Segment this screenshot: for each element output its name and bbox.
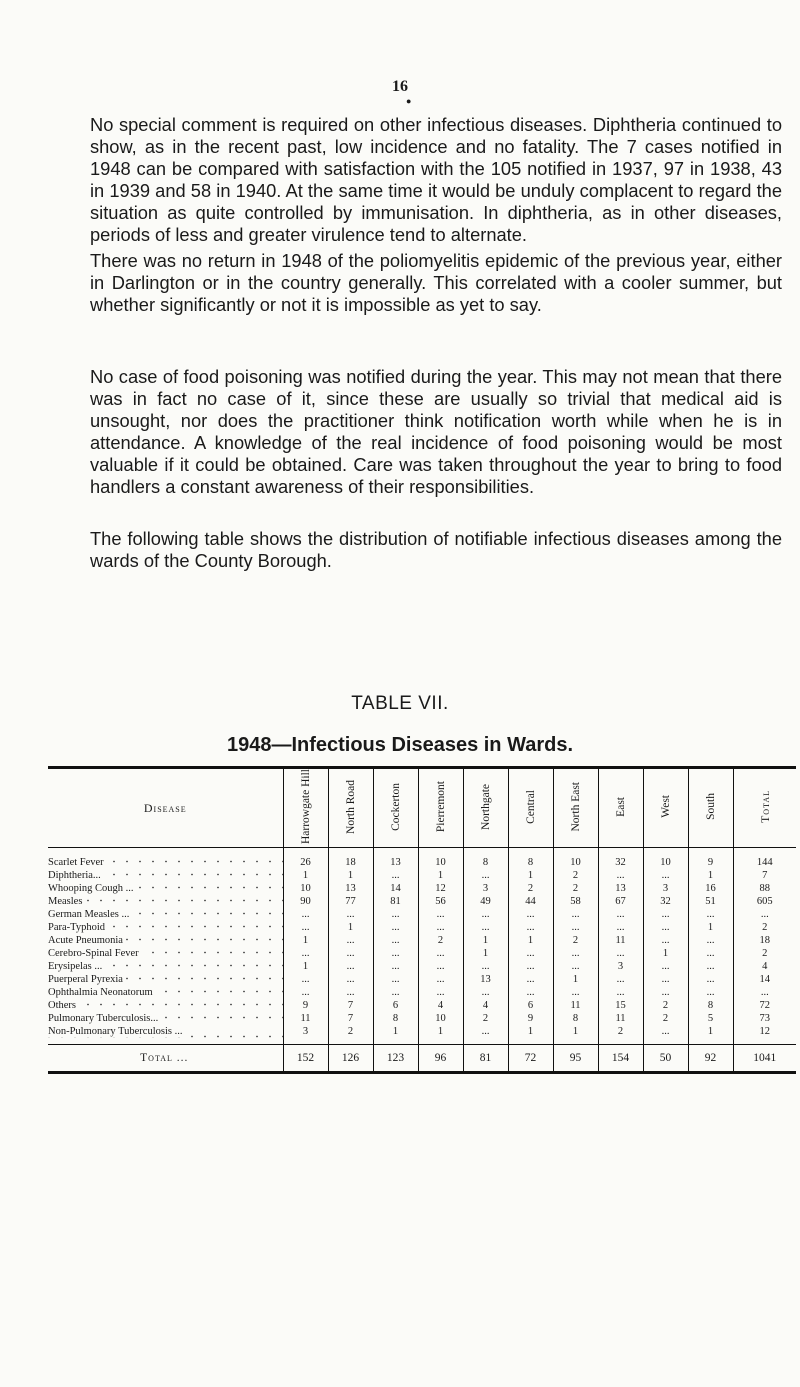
column-header-total: Total: [733, 768, 796, 848]
disease-name-cell: [48, 882, 283, 895]
table-row: [48, 921, 796, 934]
value-cell: ...: [328, 986, 373, 999]
table-row: [48, 999, 796, 1012]
value-cell: ...: [688, 986, 733, 999]
value-cell: 10: [643, 848, 688, 870]
total-label-cell: [48, 1045, 283, 1073]
disease-name: Non-Pulmonary Tuberculosis ...: [48, 1026, 185, 1037]
disease-name: Para-Typhoid: [48, 922, 108, 933]
disease-name-cell: [48, 908, 283, 921]
value-cell: ...: [373, 869, 418, 882]
disease-name: Cerebro-Spinal Fever: [48, 948, 142, 959]
table-row: [48, 986, 796, 999]
column-header: North Road: [328, 768, 373, 848]
row-total-cell: 2: [733, 921, 796, 934]
value-cell: ...: [508, 921, 553, 934]
value-cell: 8: [508, 848, 553, 870]
value-cell: 10: [553, 848, 598, 870]
value-cell: ...: [553, 960, 598, 973]
value-cell: 9: [283, 999, 328, 1012]
total-label: Total ...: [140, 1052, 189, 1065]
table-row: [48, 947, 796, 960]
row-total-cell: 73: [733, 1012, 796, 1025]
value-cell: ...: [553, 947, 598, 960]
row-total-cell: ...: [733, 908, 796, 921]
disease-name-cell: [48, 848, 283, 870]
print-mark: ●: [406, 96, 412, 106]
column-header: Cockerton: [373, 768, 418, 848]
value-cell: 8: [373, 1012, 418, 1025]
value-cell: 8: [463, 848, 508, 870]
value-cell: 1: [283, 869, 328, 882]
value-cell: 1: [463, 947, 508, 960]
total-value-cell: 1041: [733, 1045, 796, 1073]
value-cell: 1: [553, 1025, 598, 1045]
value-cell: ...: [373, 908, 418, 921]
value-cell: 2: [553, 934, 598, 947]
value-cell: 1: [643, 947, 688, 960]
value-cell: ...: [328, 908, 373, 921]
total-value-cell: 154: [598, 1045, 643, 1073]
value-cell: 1: [688, 921, 733, 934]
value-cell: ...: [688, 973, 733, 986]
value-cell: ...: [418, 908, 463, 921]
value-cell: ...: [373, 973, 418, 986]
value-cell: ...: [508, 986, 553, 999]
value-cell: ...: [283, 986, 328, 999]
disease-name: Puerperal Pyrexia: [48, 974, 126, 985]
value-cell: 2: [463, 1012, 508, 1025]
value-cell: 13: [328, 882, 373, 895]
value-cell: 67: [598, 895, 643, 908]
disease-name: German Measles ...: [48, 909, 132, 920]
row-total-cell: 12: [733, 1025, 796, 1045]
value-cell: 13: [463, 973, 508, 986]
column-header: East: [598, 768, 643, 848]
disease-name: Diphtheria...: [48, 870, 104, 881]
value-cell: 11: [553, 999, 598, 1012]
value-cell: ...: [688, 934, 733, 947]
value-cell: 10: [418, 1012, 463, 1025]
value-cell: ...: [643, 921, 688, 934]
table-row: [48, 960, 796, 973]
table-row: [48, 882, 796, 895]
value-cell: ...: [463, 869, 508, 882]
column-header: Northgate: [463, 768, 508, 848]
value-cell: 1: [283, 934, 328, 947]
row-total-cell: 14: [733, 973, 796, 986]
value-cell: ...: [598, 908, 643, 921]
value-cell: ...: [688, 908, 733, 921]
value-cell: 32: [598, 848, 643, 870]
paragraph-table-intro: The following table shows the distribution of notifiable infectious diseases among the wards of the County Borough.: [90, 528, 782, 571]
value-cell: 10: [418, 848, 463, 870]
value-cell: ...: [283, 921, 328, 934]
page-number: 16: [392, 78, 408, 95]
value-cell: ...: [373, 934, 418, 947]
value-cell: ...: [553, 908, 598, 921]
value-cell: 44: [508, 895, 553, 908]
value-cell: ...: [508, 908, 553, 921]
total-value-cell: 72: [508, 1045, 553, 1073]
column-header: Harrowgate Hill: [283, 768, 328, 848]
value-cell: ...: [688, 947, 733, 960]
value-cell: 1: [688, 869, 733, 882]
disease-name-cell: [48, 895, 283, 908]
value-cell: 11: [283, 1012, 328, 1025]
disease-name: Whooping Cough ...: [48, 883, 136, 894]
disease-name-cell: [48, 986, 283, 999]
value-cell: 58: [553, 895, 598, 908]
value-cell: ...: [508, 960, 553, 973]
value-cell: ...: [598, 986, 643, 999]
value-cell: 1: [418, 1025, 463, 1045]
value-cell: 4: [463, 999, 508, 1012]
value-cell: ...: [463, 986, 508, 999]
column-header: South: [688, 768, 733, 848]
value-cell: 56: [418, 895, 463, 908]
disease-name: Ophthalmia Neonatorum: [48, 987, 156, 998]
row-total-cell: 18: [733, 934, 796, 947]
paragraph-poliomyelitis: There was no return in 1948 of the poliomyelitis epidemic of the previous year, either in Darlington or in the country generally. This correlated with a cooler summer, but whether significantly or not it is impossible as yet to say.: [90, 250, 782, 315]
column-header: Pierremont: [418, 768, 463, 848]
value-cell: 2: [508, 882, 553, 895]
value-cell: 90: [283, 895, 328, 908]
value-cell: 1: [418, 869, 463, 882]
value-cell: 1: [553, 973, 598, 986]
table-header-row: [48, 768, 796, 848]
value-cell: ...: [418, 986, 463, 999]
table-row: [48, 1012, 796, 1025]
paragraph-food-poisoning: No case of food poisoning was notified during the year. This may not mean that there was in fact no case of it, since these are usually so trivial that medical aid is unsought, nor does the practitioner think notification worth while when he is in attendance. A knowledge of the real incidence of food poisoning would be most valuable if it could be obtained. Care was taken throughout the year to bring to food handlers a constant awareness of their responsibilities.: [90, 366, 782, 497]
value-cell: 15: [598, 999, 643, 1012]
disease-name: Pulmonary Tuberculosis...: [48, 1013, 161, 1024]
value-cell: ...: [373, 960, 418, 973]
value-cell: ...: [283, 973, 328, 986]
value-cell: ...: [598, 947, 643, 960]
value-cell: ...: [463, 960, 508, 973]
disease-name-cell: [48, 869, 283, 882]
total-value-cell: 126: [328, 1045, 373, 1073]
value-cell: 7: [328, 999, 373, 1012]
infectious-diseases-table: [48, 766, 796, 1074]
row-total-cell: 88: [733, 882, 796, 895]
value-cell: ...: [283, 908, 328, 921]
value-cell: 1: [508, 869, 553, 882]
value-cell: ...: [508, 947, 553, 960]
value-cell: 11: [598, 934, 643, 947]
row-total-cell: 7: [733, 869, 796, 882]
disease-name-cell: [48, 960, 283, 973]
table-subtitle: 1948—Infectious Diseases in Wards.: [226, 734, 574, 756]
value-cell: ...: [643, 1025, 688, 1045]
table-row: [48, 848, 796, 870]
disease-name: Erysipelas ...: [48, 961, 105, 972]
value-cell: ...: [463, 1025, 508, 1045]
value-cell: ...: [328, 960, 373, 973]
value-cell: ...: [553, 921, 598, 934]
total-row: [48, 1045, 796, 1073]
value-cell: ...: [418, 921, 463, 934]
total-value-cell: 96: [418, 1045, 463, 1073]
value-cell: ...: [463, 908, 508, 921]
table-row: [48, 1025, 796, 1045]
row-total-cell: ...: [733, 986, 796, 999]
value-cell: 11: [598, 1012, 643, 1025]
value-cell: 5: [688, 1012, 733, 1025]
value-cell: 6: [373, 999, 418, 1012]
value-cell: 16: [688, 882, 733, 895]
table-row: [48, 895, 796, 908]
disease-name: Measles: [48, 896, 85, 907]
value-cell: ...: [643, 908, 688, 921]
value-cell: 8: [688, 999, 733, 1012]
value-cell: ...: [553, 986, 598, 999]
disease-name: Acute Pneumonia: [48, 935, 126, 946]
value-cell: 2: [643, 999, 688, 1012]
value-cell: 6: [508, 999, 553, 1012]
table-row: [48, 908, 796, 921]
value-cell: 81: [373, 895, 418, 908]
value-cell: ...: [598, 973, 643, 986]
value-cell: 2: [643, 1012, 688, 1025]
value-cell: 51: [688, 895, 733, 908]
value-cell: 1: [508, 934, 553, 947]
value-cell: ...: [373, 921, 418, 934]
value-cell: ...: [373, 947, 418, 960]
value-cell: 10: [283, 882, 328, 895]
value-cell: ...: [598, 869, 643, 882]
value-cell: 1: [283, 960, 328, 973]
value-cell: ...: [418, 973, 463, 986]
row-total-cell: 2: [733, 947, 796, 960]
table-row: [48, 973, 796, 986]
value-cell: ...: [643, 986, 688, 999]
value-cell: ...: [463, 921, 508, 934]
value-cell: 3: [598, 960, 643, 973]
value-cell: 2: [553, 882, 598, 895]
row-total-cell: 605: [733, 895, 796, 908]
value-cell: 9: [688, 848, 733, 870]
value-cell: 1: [688, 1025, 733, 1045]
value-cell: 2: [553, 869, 598, 882]
value-cell: 1: [328, 921, 373, 934]
value-cell: 26: [283, 848, 328, 870]
table-row: [48, 869, 796, 882]
value-cell: 13: [373, 848, 418, 870]
value-cell: 3: [643, 882, 688, 895]
value-cell: 1: [328, 869, 373, 882]
value-cell: ...: [418, 947, 463, 960]
value-cell: ...: [508, 973, 553, 986]
value-cell: ...: [418, 960, 463, 973]
value-cell: 2: [418, 934, 463, 947]
row-total-cell: 72: [733, 999, 796, 1012]
table-title: TABLE VII.: [351, 693, 449, 714]
column-header: West: [643, 768, 688, 848]
value-cell: 13: [598, 882, 643, 895]
value-cell: 2: [598, 1025, 643, 1045]
value-cell: ...: [373, 986, 418, 999]
row-total-cell: 4: [733, 960, 796, 973]
total-value-cell: 95: [553, 1045, 598, 1073]
disease-name-cell: [48, 947, 283, 960]
disease-column-header: Disease: [48, 768, 283, 848]
value-cell: ...: [643, 934, 688, 947]
disease-name-cell: [48, 1012, 283, 1025]
value-cell: ...: [643, 973, 688, 986]
disease-name: Others: [48, 1000, 79, 1011]
total-value-cell: 92: [688, 1045, 733, 1073]
table-row: [48, 934, 796, 947]
value-cell: 3: [283, 1025, 328, 1045]
value-cell: ...: [643, 869, 688, 882]
value-cell: 1: [463, 934, 508, 947]
value-cell: ...: [283, 947, 328, 960]
value-cell: 4: [418, 999, 463, 1012]
value-cell: ...: [643, 960, 688, 973]
value-cell: ...: [328, 973, 373, 986]
disease-name: Scarlet Fever: [48, 857, 107, 868]
value-cell: 14: [373, 882, 418, 895]
total-value-cell: 81: [463, 1045, 508, 1073]
disease-name-cell: [48, 1025, 283, 1045]
total-value-cell: 123: [373, 1045, 418, 1073]
value-cell: ...: [598, 921, 643, 934]
value-cell: 7: [328, 1012, 373, 1025]
value-cell: 9: [508, 1012, 553, 1025]
value-cell: 3: [463, 882, 508, 895]
value-cell: 49: [463, 895, 508, 908]
column-header: Central: [508, 768, 553, 848]
value-cell: 2: [328, 1025, 373, 1045]
value-cell: ...: [328, 947, 373, 960]
disease-name-cell: [48, 973, 283, 986]
total-value-cell: 50: [643, 1045, 688, 1073]
value-cell: 1: [373, 1025, 418, 1045]
value-cell: 32: [643, 895, 688, 908]
total-value-cell: 152: [283, 1045, 328, 1073]
value-cell: ...: [328, 934, 373, 947]
disease-name-cell: [48, 999, 283, 1012]
value-cell: ...: [688, 960, 733, 973]
row-total-cell: 144: [733, 848, 796, 870]
value-cell: 8: [553, 1012, 598, 1025]
value-cell: 12: [418, 882, 463, 895]
disease-name-cell: [48, 921, 283, 934]
disease-name-cell: [48, 934, 283, 947]
column-header: North East: [553, 768, 598, 848]
value-cell: 1: [508, 1025, 553, 1045]
paragraph-infectious-diseases: No special comment is required on other infectious diseases. Diphtheria continued to show, as in the recent past, low incidence and no fatality. The 7 cases notified in 1948 can be compared with satisfaction with the 105 notified in 1937, 97 in 1938, 43 in 1939 and 58 in 1940. At the same time it would be unduly complacent to regard the situation as quite controlled by immunisation. In diphtheria, as in other diseases, periods of less and greater virulence tend to alternate.: [90, 114, 782, 245]
value-cell: 77: [328, 895, 373, 908]
value-cell: 18: [328, 848, 373, 870]
